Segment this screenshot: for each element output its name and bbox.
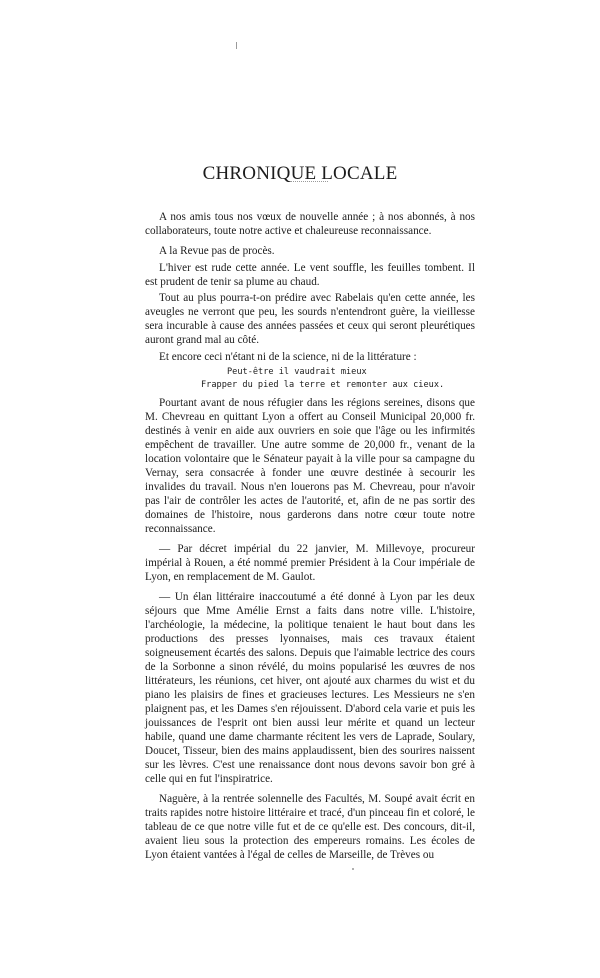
title-divider [290, 181, 328, 182]
article-body [145, 210, 475, 865]
verse-quote [145, 366, 475, 391]
paragraph: L'hiver est rude cette année. Le vent souffle, les feuilles tombent. Il est prudent de tenir sa plume au chaud. [145, 261, 475, 288]
paragraph: A la Revue pas de procès. [159, 245, 275, 257]
paragraph: — Par décret impérial du 22 janvier, M. Millevoye, procureur impérial à Rouen, a été nommé premier Président à la Cour impériale de Lyon, en remplacement de M. Gaulot. [145, 543, 475, 583]
paragraph: Et encore ceci n'étant ni de la science, ni de la littérature : [159, 350, 417, 363]
paragraph: Pourtant avant de nous réfugier dans les régions sereines, disons que M. Chevreau en quittant Lyon a offert au Conseil Municipal 20,000 fr. destinés à venir en aide aux ouvriers en soie que l'âge ou les infirmités empêchent de travailler. Une autre somme de 20,000 fr., venant de la location volontaire que le Sénateur payait à la ville pour sa campagne du Vernay, sera consacrée à fonder une œuvre destinée à secourir les invalides du travail. Nous n'en louerons pas M. Chevreau, pour n'avoir pas l'air de contrôler les actes de l'autorité, et, afin de ne pas sortir des domaines de l'histoire, nous garderons dans notre cœur toute notre reconnaissance. [145, 397, 475, 535]
page-speck [352, 868, 354, 870]
margin-mark [236, 42, 237, 49]
paragraph: Naguère, à la rentrée solennelle des Facultés, M. Soupé avait écrit en traits rapides notre histoire littéraire et tracé, d'un pinceau fin et coloré, le tableau de ce que notre ville fut et de ce qu'elle est. Des concours, dit-il, avaient lieu sous la protection des empereurs romains. Les écoles de Lyon étaient vantées à l'égal de celles de Marseille, de Trèves ou [145, 793, 475, 861]
verse-line: Frapper du pied la terre et remonter aux cieux. [201, 379, 445, 390]
verse-line: Peut-être il vaudrait mieux [227, 367, 367, 377]
paragraph: — Un élan littéraire inaccoutumé a été donné à Lyon par les deux séjours que Mme Amélie Ernst a faits dans notre ville. L'histoire, l'archéologie, la médecine, la politique tenaient le haut bout dans les productions des presses lyonnaises, mais ces travaux étaient soigneusement écartés des salons. Depuis que l'aimable lectrice des cours de la Sorbonne a sinon révélé, du moins popularisé les œuvres de nos littérateurs, les réunions, cet hiver, ont ajouté aux charmes du wist et du piano les plaisirs de fines et gracieuses lectures. Les Messieurs ne s'en plaignent pas, et les Dames s'en réjouissent. D'abord cela varie et puis les jouissances de l'esprit ont bien aussi leur mérite et quand un lecteur habile, quand une dame charmante récitent les vers de Laprade, Soulary, Doucet, Tisseur, bien des mains applaudissent, bien des sourires naissent sur les lèvres. C'est une renaissance dont nous devons savoir bon gré à celle qui en fut l'inspiratrice. [145, 591, 475, 785]
paragraph: A nos amis tous nos vœux de nouvelle année ; à nos abonnés, à nos collaborateurs, toute notre active et chaleureuse reconnaissance. [145, 211, 475, 237]
paragraph: Tout au plus pourra-t-on prédire avec Rabelais qu'en cette année, les aveugles ne verront que peu, les sourds n'entendront guère, la vieillesse sera incurable à cause des années passées et ceux qui seront pleurétiques auront grand mal au côté. [145, 292, 475, 346]
page-title: CHRONIQUE LOCALE [202, 162, 398, 184]
